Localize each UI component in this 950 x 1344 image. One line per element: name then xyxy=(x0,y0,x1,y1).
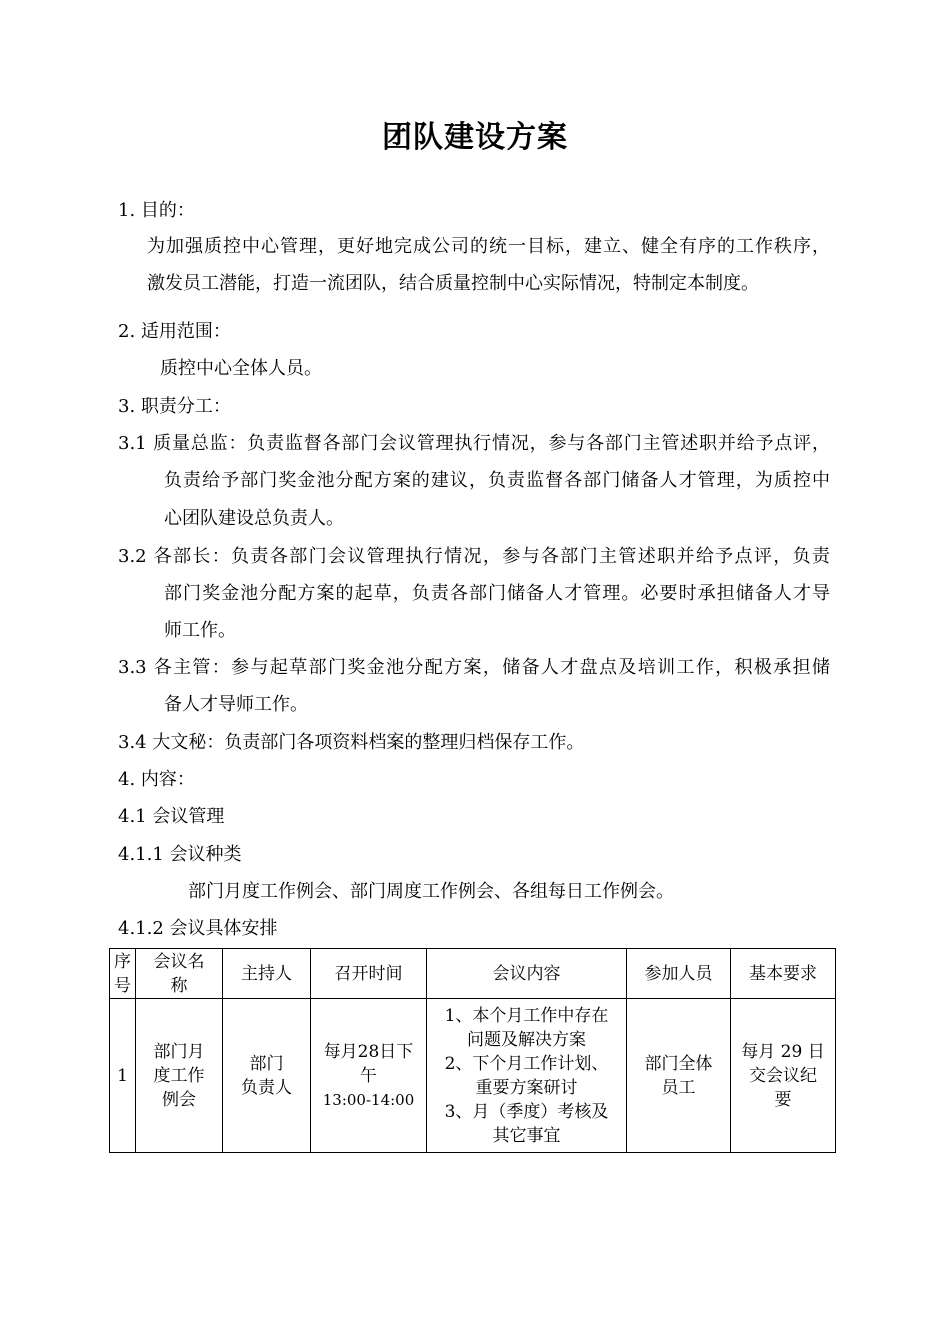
cell-no: 1 xyxy=(110,999,136,1153)
cell-host: 部门 负责人 xyxy=(223,999,311,1153)
section-4-heading: 4. 内容： xyxy=(118,769,195,790)
header-meeting-name: 会议名 称 xyxy=(136,949,223,999)
header-host: 主持人 xyxy=(223,949,311,999)
table-row xyxy=(110,999,836,1153)
cell-attendees: 部门全体 员工 xyxy=(627,999,731,1153)
header-content: 会议内容 xyxy=(427,949,627,999)
cell-content: 1、本个月工作中存在 问题及解决方案 2、下个月工作计划、 重要方案研讨 3、月（季度）考核及 其它事宜 xyxy=(427,999,627,1153)
section-1-line-2: 激发员工潜能，打造一流团队，结合质量控制中心实际情况，特制定本制度。 xyxy=(147,273,759,294)
table-header-row xyxy=(110,949,836,999)
section-2-heading: 2. 适用范围： xyxy=(118,321,231,342)
section-3-heading: 3. 职责分工： xyxy=(118,396,231,417)
header-requirement: 基本要求 xyxy=(731,949,836,999)
section-1-line-1: 为加强质控中心管理，更好地完成公司的统一目标，建立、健全有序的工作秩序， xyxy=(147,236,830,257)
section-3-2-line-1: 3.2 各部长：负责各部门会议管理执行情况，参与各部门主管述职并给予点评，负责 xyxy=(118,546,830,567)
section-3-1-line-3: 心团队建设总负责人。 xyxy=(164,508,344,529)
section-3-2-line-2: 部门奖金池分配方案的起草，负责各部门储备人才管理。必要时承担储备人才导 xyxy=(164,583,830,604)
section-3-3-line-2: 备人才导师工作。 xyxy=(164,694,308,715)
cell-requirement: 每月 29 日 交会议纪 要 xyxy=(731,999,836,1153)
header-time: 召开时间 xyxy=(311,949,427,999)
section-3-3-line-1: 3.3 各主管：参与起草部门奖金池分配方案，储备人才盘点及培训工作，积极承担储 xyxy=(118,657,830,678)
cell-time: 每月28日下 午 13:00-14:00 xyxy=(311,999,427,1153)
section-4-1-2-heading: 4.1.2 会议具体安排 xyxy=(118,918,278,939)
section-3-2-line-3: 师工作。 xyxy=(164,620,236,641)
meeting-kinds: 部门月度工作例会、部门周度工作例会、各组每日工作例会。 xyxy=(188,881,674,902)
section-3-4-line-1: 3.4 大文秘：负责部门各项资料档案的整理归档保存工作。 xyxy=(118,732,585,753)
section-2-line-1: 质控中心全体人员。 xyxy=(160,358,322,379)
section-1-heading: 1. 目的： xyxy=(118,200,195,221)
header-attendees: 参加人员 xyxy=(627,949,731,999)
section-4-1-1-heading: 4.1.1 会议种类 xyxy=(118,844,242,865)
header-no: 序 号 xyxy=(110,949,136,999)
cell-meeting-name: 部门月 度工作 例会 xyxy=(136,999,223,1153)
section-4-1-heading: 4.1 会议管理 xyxy=(118,806,225,827)
section-3-1-line-2: 负责给予部门奖金池分配方案的建议，负责监督各部门储备人才管理，为质控中 xyxy=(164,470,830,491)
section-3-1-line-1: 3.1 质量总监：负责监督各部门会议管理执行情况，参与各部门主管述职并给予点评， xyxy=(118,433,830,454)
document-title: 团队建设方案 xyxy=(382,120,568,155)
meeting-schedule-table xyxy=(109,948,836,1153)
